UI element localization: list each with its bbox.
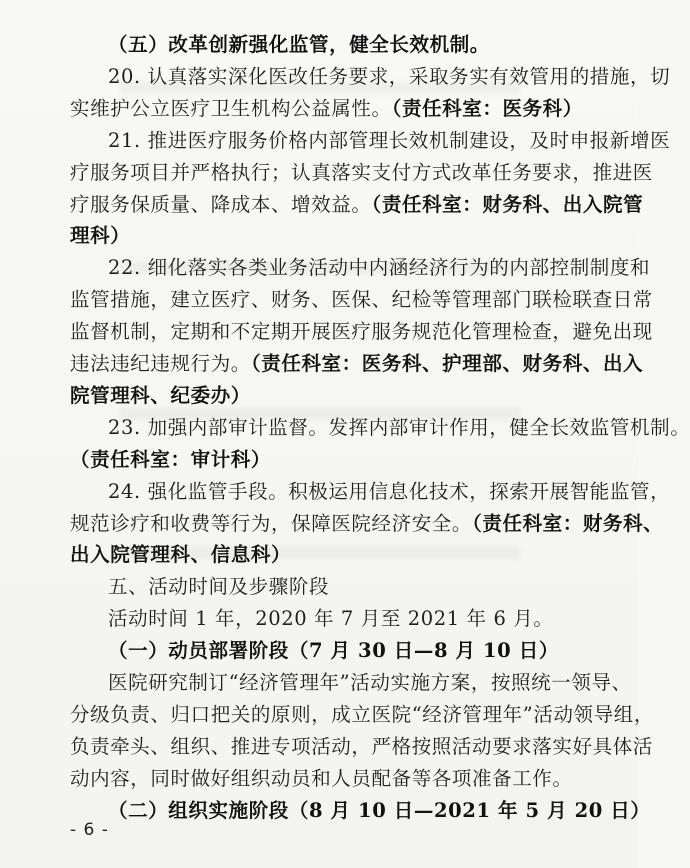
line-text: （二）组织实施阶段（8 月 10 日—2021 年 5 月 20 日） [108,798,651,822]
line-text: 负责牵头、组织、推进专项活动，严格按照活动要求落实好具体活 [70,734,653,758]
text-line [70,734,653,760]
line-text: 疗服务保质量、降成本、增效益。 [70,192,372,216]
line-text: 出入院管理科、信息科） [70,543,292,567]
line-text: 20. 认真落实深化医改任务要求，采取务实有效管用的措施，切 [108,64,671,88]
text-line [70,192,644,218]
line-text: 24. 强化监管手段。积极运用信息化技术，探索开展智能监管， [108,479,671,503]
text-line [70,383,590,409]
text-line [70,542,590,568]
line-text: （五）改革创新强化监管，健全长效机制。 [108,33,490,56]
line-text: 院管理科、纪委办） [70,383,251,407]
line-text: 理科） [70,224,131,248]
text-line [108,606,590,632]
line-text: 五、活动时间及步骤阶段 [108,575,330,599]
line-text: （一）动员部署阶段（7 月 30 日—8 月 10 日） [108,639,559,663]
text-line [70,160,653,186]
text-line [108,128,671,154]
text-line [70,287,653,313]
line-text: 疗服务项目并严格执行；认真落实支付方式改革任务要求，推进医 [70,160,653,184]
text-line [108,479,671,505]
line-text: 规范诊疗和收费等行为，保障医院经济安全。 [70,511,473,535]
text-line [108,574,590,600]
text-line [70,351,644,377]
text-line [70,223,590,249]
line-text: 监管措施，建立医疗、财务、医保、纪检等管理部门联检联查日常 [70,288,653,312]
responsible-dept: （责任科室：医务科、护理部、财务科、出入 [250,352,644,375]
line-text: 22. 细化落实各类业务活动中内涵经济行为的内部控制制度和 [108,256,651,280]
text-line [70,319,653,345]
responsible-dept: （责任科室：财务科、 [472,511,664,535]
line-text: 活动时间 1 年，2020 年 7 月至 2021 年 6 月。 [108,607,554,631]
line-text: 违法违纪违规行为。 [70,352,251,375]
text-line [70,96,590,122]
text-line [70,511,664,537]
line-text: 监督机制，定期和不定期开展医疗服务规范化管理检查，避免出现 [70,320,653,344]
text-line [108,255,651,281]
line-text: 23. 加强内部审计监督。发挥内部审计作用，健全长效监管机制。 [108,415,690,439]
text-line [70,766,590,792]
text-line [108,64,671,90]
line-text: （责任科室：审计科） [70,447,272,471]
line-text: 21. 推进医疗服务价格内部管理长效机制建设，及时申报新增医 [108,128,671,152]
text-line [108,798,651,824]
line-text: 实维护公立医疗卫生机构公益属性。 [70,96,392,120]
text-line [108,670,632,696]
text-line [108,638,590,664]
line-text: 分级负责、归口把关的原则，成立医院“经济管理年”活动领导组， [70,702,654,726]
page-number: - 6 - [70,820,109,840]
text-line [70,702,654,728]
responsible-dept: （责任科室：财务科、出入院管 [371,192,644,216]
line-text: 医院研究制订“经济管理年”活动实施方案，按照统一领导、 [108,671,632,694]
line-text: 动内容，同时做好组织动员和人员配备等各项准备工作。 [70,766,573,790]
responsible-dept: （责任科室：医务科） [391,96,583,120]
text-line [70,447,590,473]
text-line [108,32,590,58]
text-line [108,415,690,441]
